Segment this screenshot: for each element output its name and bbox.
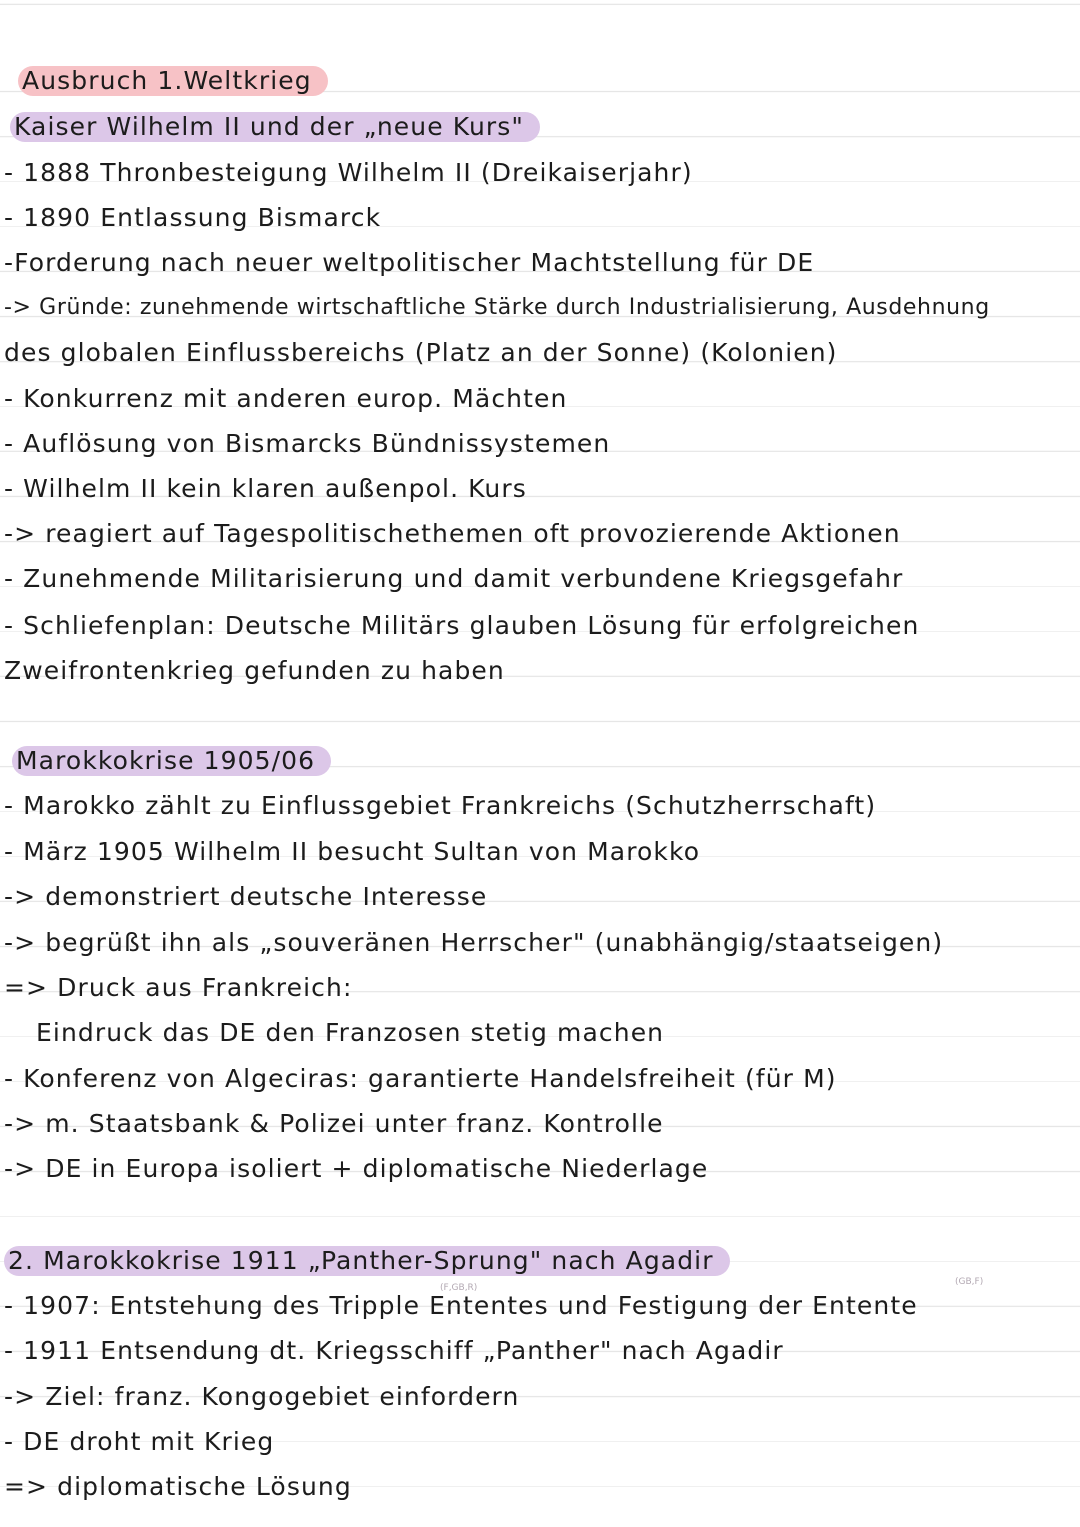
note-line: -> Gründe: zunehmende wirtschaftliche Stärke durch Industrialisierung, Ausdehnung — [4, 295, 990, 320]
note-line: Eindruck das DE den Franzosen stetig machen — [36, 1018, 665, 1047]
note-line: des globalen Einflussbereichs (Platz an der Sonne) (Kolonien) — [4, 338, 838, 367]
note-line: - Zunehmende Militarisierung und damit verbundene Kriegsgefahr — [4, 564, 904, 593]
note-line: - März 1905 Wilhelm II besucht Sultan von Marokko — [4, 837, 701, 866]
note-line: - Marokko zählt zu Einflussgebiet Frankreichs (Schutzherrschaft) — [4, 791, 877, 820]
note-line: -> DE in Europa isoliert + diplomatische Niederlage — [4, 1154, 709, 1183]
subheading: Kaiser Wilhelm II und der „neue Kurs" — [10, 112, 540, 142]
note-line: - 1890 Entlassung Bismarck — [4, 203, 382, 232]
subheading-row — [0, 104, 1080, 149]
note-line: - 1907: Entstehung des Tripple Ententes und Festigung der Entente — [4, 1291, 918, 1320]
section-heading-row — [0, 58, 1080, 103]
note-line: -> reagiert auf Tagespolitischethemen oft provozierende Aktionen — [4, 519, 901, 548]
note-line: -> demonstriert deutsche Interesse — [4, 882, 488, 911]
note-line: - Schliefenplan: Deutsche Militärs glauben Lösung für erfolgreichen — [4, 611, 920, 640]
note-line: -> Ziel: franz. Kongogebiet einfordern — [4, 1382, 520, 1411]
note-line: - Wilhelm II kein klaren außenpol. Kurs — [4, 474, 527, 503]
note-line: - 1911 Entsendung dt. Kriegsschiff „Panther" nach Agadir — [4, 1336, 784, 1365]
annotation-note: (F,GB,R) — [440, 1283, 478, 1293]
note-line: - Konferenz von Algeciras: garantierte Handelsfreiheit (für M) — [4, 1064, 837, 1093]
note-line: => Druck aus Frankreich: — [4, 973, 353, 1002]
note-line: -> m. Staatsbank & Polizei unter franz. Kontrolle — [4, 1109, 664, 1138]
section-heading: 2. Marokkokrise 1911 „Panther-Sprung" nach Agadir — [4, 1246, 730, 1276]
annotation-note: (GB,F) — [955, 1277, 984, 1287]
note-line: => diplomatische Lösung — [4, 1472, 352, 1501]
note-line: - DE droht mit Krieg — [4, 1427, 275, 1456]
section-heading: Marokkokrise 1905/06 — [12, 746, 331, 776]
note-line: -> begrüßt ihn als „souveränen Herrscher" (unabhängig/staatseigen) — [4, 928, 944, 957]
note-line: - 1888 Thronbesteigung Wilhelm II (Dreikaiserjahr) — [4, 158, 693, 187]
section-heading-row — [0, 738, 1080, 783]
note-line: -Forderung nach neuer weltpolitischer Machtstellung für DE — [4, 248, 815, 277]
section-heading: Ausbruch 1.Weltkrieg — [18, 66, 328, 96]
note-line: - Konkurrenz mit anderen europ. Mächten — [4, 384, 568, 413]
note-line: Zweifrontenkrieg gefunden zu haben — [4, 656, 505, 685]
note-line: - Auflösung von Bismarcks Bündnissystemen — [4, 429, 611, 458]
section-heading-row — [0, 1238, 1080, 1283]
